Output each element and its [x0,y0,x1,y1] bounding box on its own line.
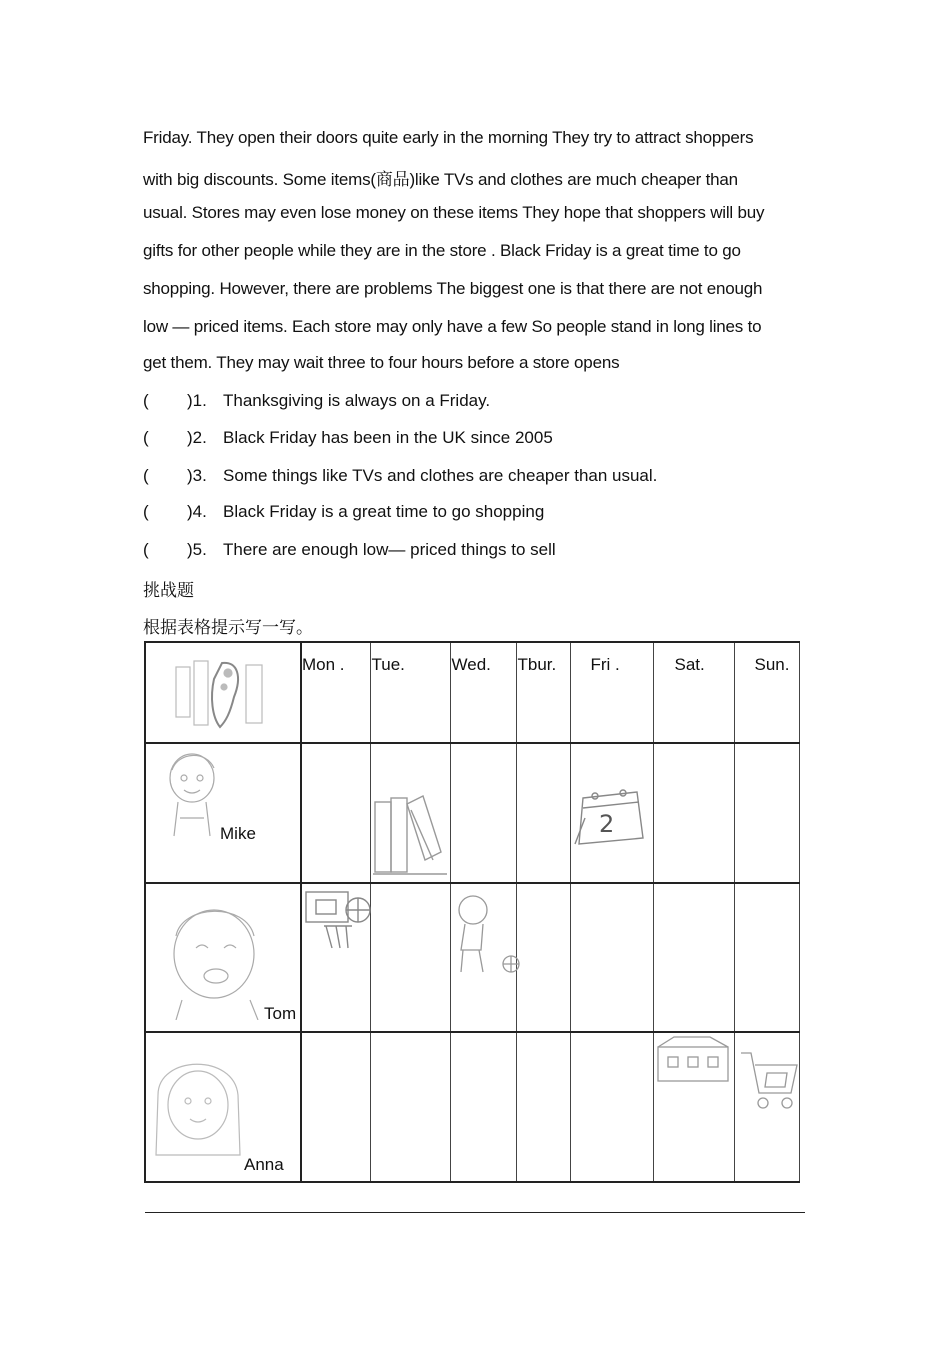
grid-cell [516,1032,570,1182]
person-row-anna [145,1032,799,1182]
day-header-wed: Wed. [450,642,516,743]
grid-cell [370,1032,450,1182]
person-row-mike [145,743,799,883]
person-cell-tom [145,883,301,1032]
passage-line: with big discounts. Some items(商品)like TVs and clothes are much cheaper than [143,170,738,189]
day-header-mon: Mon . [301,642,370,743]
grid-cell [301,1032,370,1182]
bottom-rule [145,1212,805,1213]
grid-cell [734,743,799,883]
challenge-title: 挑战题 [143,581,194,601]
grid-cell [653,743,734,883]
grid-cell [516,883,570,1032]
calendar-icon [573,788,647,850]
house-icon [654,1035,734,1085]
person-row-tom [145,883,799,1032]
person-cell-mike [145,743,301,883]
passage-line: shopping. However, there are problems The biggest one is that there are not enough [143,279,763,298]
passage-line: usual. Stores may even lose money on these items They hope that shoppers will buy [143,203,765,222]
person-cell-anna [145,1032,301,1182]
passage-line: get them. They may wait three to four hours before a store opens [143,353,620,372]
person-name-mike: Mike [220,824,256,843]
girl-face-icon [148,1045,248,1169]
person-name-anna: Anna [244,1155,284,1174]
soccer-player-icon [451,888,525,978]
day-header-tue: Tue. [370,642,450,743]
header-corner-cell [145,642,301,743]
grid-cell [370,883,450,1032]
passage-line: low — priced items. Each store may only have a few So people stand in long lines to [143,317,762,336]
day-header-fri: Fri . [570,642,653,743]
day-header-sun: Sun. [734,642,799,743]
schedule-table [144,641,800,1183]
day-header-sat: Sat. [653,642,734,743]
grid-cell [734,1032,799,1182]
svg-text:2: 2 [598,810,614,838]
boy-face-icon [162,896,270,1020]
grid-cell [734,883,799,1032]
grid-cell [570,1032,653,1182]
grid-cell [570,883,653,1032]
boy-face-icon [162,748,224,840]
person-name-tom: Tom [264,1004,297,1023]
phone-icon [172,657,272,733]
grid-cell [653,883,734,1032]
question-5: ( )5. There are enough low— priced things to sell [143,540,556,559]
books-icon [371,790,449,880]
shopping-cart-icon [737,1043,799,1119]
grid-cell [450,883,516,1032]
passage-line: gifts for other people while they are in the store . Black Friday is a great time to go [143,241,741,260]
question-2: ( )2. Black Friday has been in the UK since 2005 [143,428,553,447]
instruction: 根据表格提示写一写。 [143,618,313,638]
question-4: ( )4. Black Friday is a great time to go shopping [143,502,545,521]
grid-cell [570,743,653,883]
grid-cell [370,743,450,883]
passage-line: Friday. They open their doors quite early in the morning They try to attract shoppers [143,128,754,147]
day-header-thu: Tbur. [516,642,570,743]
basketball-hoop-icon [302,886,374,952]
grid-cell [450,1032,516,1182]
grid-cell [301,883,370,1032]
grid-cell [516,743,570,883]
grid-cell [653,1032,734,1182]
grid-cell [450,743,516,883]
question-3: ( )3. Some things like TVs and clothes are cheaper than usual. [143,466,658,485]
header-row [145,642,799,743]
grid-cell [301,743,370,883]
question-1: ( )1. Thanksgiving is always on a Friday. [143,391,491,410]
